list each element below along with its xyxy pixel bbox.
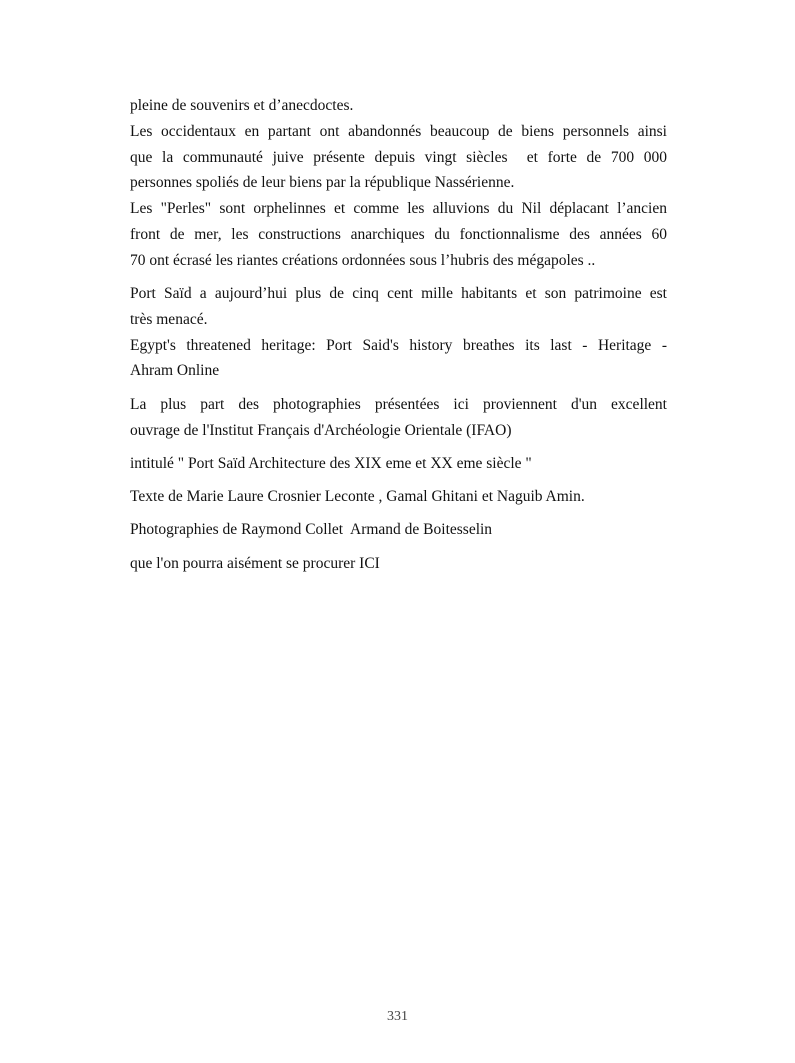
text-content <box>130 93 667 584</box>
text-line: Port Saïd a aujourd’hui plus de cinq cent mille habitants et son patrimoine est <box>130 285 667 303</box>
text-line: pleine de souvenirs et d’anecdoctes. <box>130 97 354 114</box>
paragraph-block <box>130 551 667 577</box>
paragraph-block <box>130 281 667 384</box>
text-line: Texte de Marie Laure Crosnier Leconte , Gamal Ghitani et Naguib Amin. <box>130 488 585 506</box>
text-line: La plus part des photographies présentées ici proviennent d'un excellent <box>130 395 667 413</box>
text-line: Photographies de Raymond Collet Armand de Boitesselin <box>130 521 493 539</box>
paragraph-block <box>130 517 667 543</box>
text-line: 70 ont écrasé les riantes créations ordonnées sous l’hubris des mégapoles .. <box>130 251 596 269</box>
text-line: Les occidentaux en partant ont abandonnés beaucoup de biens personnels ainsi <box>130 122 667 140</box>
text-line: très menacé. <box>130 310 208 328</box>
text-line: que la communauté juive présente depuis vingt siècles et forte de 700 000 <box>130 148 667 166</box>
text-line: front de mer, les constructions anarchiques du fonctionnalisme des années 60 <box>130 225 667 243</box>
text-line: que l'on pourra aisément se procurer ICI <box>130 554 380 572</box>
page-number: 331 <box>387 1009 408 1024</box>
text-line: Les "Perles" sont orphelinnes et comme les alluvions du Nil déplacant l’ancien <box>130 200 667 218</box>
paragraph-block <box>130 392 667 444</box>
paragraph-block <box>130 484 667 510</box>
text-line: intitulé " Port Saïd Architecture des XIX eme et XX eme siècle " <box>130 454 532 472</box>
text-line: Ahram Online <box>130 362 220 380</box>
text-line: ouvrage de l'Institut Français d'Archéologie Orientale (IFAO) <box>130 421 512 439</box>
paragraph-block <box>130 451 667 477</box>
paragraph-block <box>130 93 667 274</box>
text-line: personnes spoliés de leur biens par la république Nassérienne. <box>130 174 515 192</box>
text-line: Egypt's threatened heritage: Port Said's history breathes its last - Heritage - <box>130 336 667 354</box>
